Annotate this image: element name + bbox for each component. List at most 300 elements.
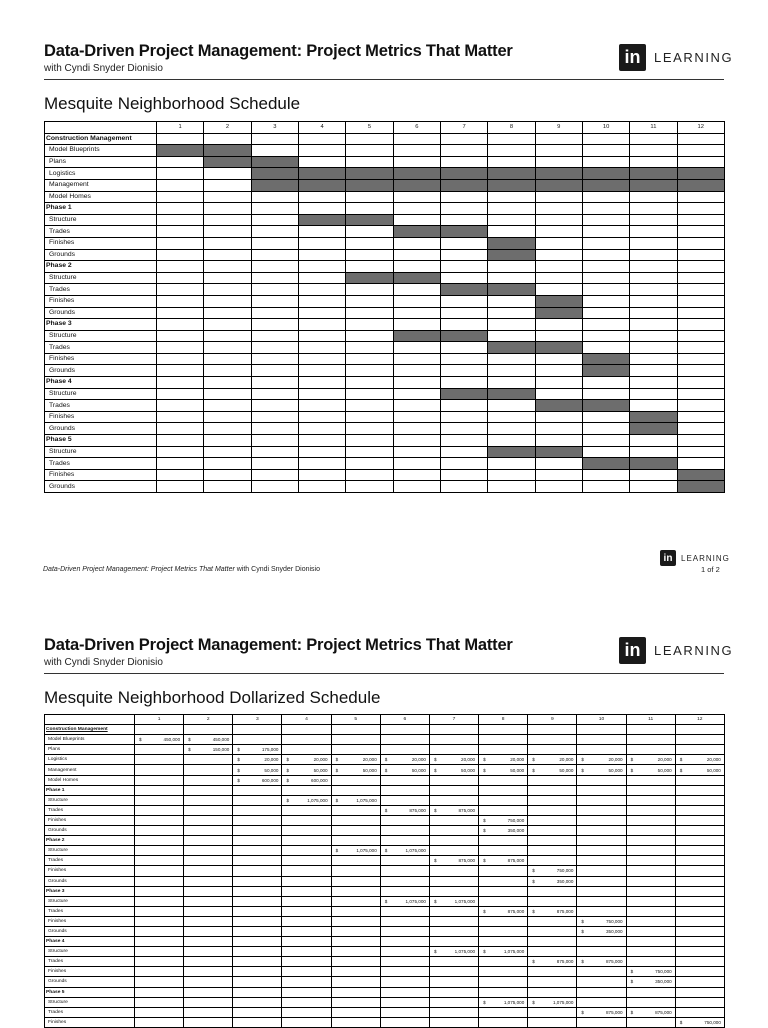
cost-row-phase-2-trades	[45, 856, 725, 866]
cost-cell	[380, 937, 429, 947]
cost-cell	[282, 957, 331, 967]
cost-amount-cell	[577, 765, 626, 775]
cost-cell	[577, 896, 626, 906]
cost-cell	[282, 926, 331, 936]
cost-cell	[626, 997, 675, 1007]
cost-cell	[282, 1007, 331, 1017]
cost-amount-cell	[331, 846, 380, 856]
cost-amount-cell	[577, 926, 626, 936]
currency-symbol: $	[433, 858, 437, 864]
task-label: Management	[45, 179, 157, 191]
amount-value: 175,000	[261, 747, 279, 753]
task-label: Grounds	[45, 307, 157, 319]
cost-cell	[331, 967, 380, 977]
section-label: Phase 1	[45, 203, 157, 215]
cost-amount-cell	[233, 755, 282, 765]
cost-amount-cell	[331, 755, 380, 765]
cost-cell	[577, 937, 626, 947]
currency-symbol: $	[630, 757, 634, 763]
cost-amount	[479, 826, 527, 835]
cost-cell	[577, 866, 626, 876]
cost-cell	[626, 735, 675, 745]
cost-cell	[528, 937, 577, 947]
amount-value: 50,000	[559, 767, 574, 773]
amount-value: 350,000	[556, 878, 574, 884]
cost-amount-cell	[282, 775, 331, 785]
cost-cell	[429, 926, 478, 936]
cost-row-phase-3-structure	[45, 896, 725, 906]
cost-cell	[233, 876, 282, 886]
cost-cell	[429, 735, 478, 745]
cost-cell	[479, 957, 528, 967]
cost-amount-cell	[380, 846, 429, 856]
cost-amount-cell	[528, 755, 577, 765]
cost-cell	[380, 795, 429, 805]
cost-cell	[282, 947, 331, 957]
cost-cell	[626, 815, 675, 825]
cost-amount	[528, 877, 576, 886]
cost-amount-cell	[626, 755, 675, 765]
task-label: Trades	[45, 957, 135, 967]
cost-cell	[479, 876, 528, 886]
cost-cell	[184, 795, 233, 805]
cost-cell	[429, 836, 478, 846]
cost-amount	[479, 907, 527, 916]
task-label: Grounds	[45, 926, 135, 936]
cost-cell	[626, 846, 675, 856]
cost-amount	[184, 735, 232, 744]
cost-cell	[528, 775, 577, 785]
cost-amount-cell	[577, 1007, 626, 1017]
cost-amount-cell	[282, 755, 331, 765]
currency-symbol: $	[532, 999, 535, 1005]
document-subtitle: with Cyndi Snyder Dionisio	[44, 63, 163, 74]
cost-amount	[577, 917, 625, 926]
cost-cell	[282, 836, 331, 846]
cost-cell	[675, 916, 724, 926]
task-label: Finishes	[45, 967, 135, 977]
task-label: Trades	[45, 226, 157, 238]
currency-symbol: $	[532, 878, 535, 884]
amount-value: 150,000	[212, 747, 230, 753]
task-label: Structure	[45, 272, 157, 284]
cost-cell	[135, 755, 184, 765]
currency-symbol: $	[581, 929, 584, 935]
cost-cell	[135, 745, 184, 755]
cost-cell	[528, 977, 577, 987]
cost-amount-cell	[233, 775, 282, 785]
cost-amount-cell	[675, 1017, 724, 1027]
task-label: Grounds	[45, 365, 157, 377]
cost-cell	[184, 937, 233, 947]
cost-amount	[479, 816, 527, 825]
cost-cell	[135, 1007, 184, 1017]
cost-cell	[577, 785, 626, 795]
cost-cell	[135, 906, 184, 916]
cost-cell	[331, 856, 380, 866]
cost-cell	[479, 987, 528, 997]
page-number: 1 of 2	[701, 565, 720, 574]
cost-cell	[429, 725, 478, 735]
cost-amount	[430, 766, 478, 775]
month-header-8: 8	[479, 715, 528, 725]
cost-cell	[626, 775, 675, 785]
cost-cell	[233, 785, 282, 795]
footer-author: with Cyndi Snyder Dionisio	[234, 566, 320, 573]
cost-cell	[380, 775, 429, 785]
cost-cell	[184, 815, 233, 825]
cost-cell	[528, 926, 577, 936]
cost-row-phase-3-grounds	[45, 926, 725, 936]
cost-cell	[380, 836, 429, 846]
cost-cell	[577, 876, 626, 886]
cost-cell	[429, 775, 478, 785]
cost-cell	[479, 805, 528, 815]
task-label: Finishes	[45, 353, 157, 365]
cost-amount-cell	[380, 755, 429, 765]
cost-cell	[331, 826, 380, 836]
currency-symbol: $	[384, 767, 388, 773]
cost-cell	[135, 785, 184, 795]
cost-cell	[135, 856, 184, 866]
cost-cell	[528, 826, 577, 836]
cost-row-phase-1-grounds	[45, 826, 725, 836]
cost-amount-cell	[184, 735, 233, 745]
cost-amount	[479, 947, 527, 956]
cost-cell	[675, 735, 724, 745]
cost-amount-cell	[626, 977, 675, 987]
amount-value: 875,000	[556, 908, 574, 914]
cost-cell	[429, 795, 478, 805]
cost-cell	[282, 886, 331, 896]
currency-symbol: $	[384, 898, 388, 904]
cost-row-phase-4-finishes	[45, 967, 725, 977]
cost-amount-cell	[429, 947, 478, 957]
cost-cell	[135, 997, 184, 1007]
currency-symbol: $	[630, 767, 634, 773]
cost-cell	[577, 977, 626, 987]
cost-cell	[479, 886, 528, 896]
cost-cell	[233, 937, 282, 947]
task-label: Structure	[45, 388, 157, 400]
cost-amount	[528, 957, 576, 966]
cost-row-construction-management-logistics	[45, 755, 725, 765]
currency-symbol: $	[581, 959, 584, 965]
amount-value: 20,000	[657, 757, 672, 763]
cost-cell	[135, 765, 184, 775]
cost-amount-cell	[528, 866, 577, 876]
task-label: Trades	[45, 284, 157, 296]
cost-cell	[233, 916, 282, 926]
cost-cell	[233, 1017, 282, 1027]
cost-amount	[332, 755, 380, 764]
cost-cell	[184, 876, 233, 886]
currency-symbol: $	[335, 797, 339, 803]
cost-cell	[331, 1007, 380, 1017]
column-header-row-2	[45, 715, 725, 725]
cost-cell	[233, 815, 282, 825]
cost-cell	[184, 725, 233, 735]
task-label: Trades	[45, 1007, 135, 1017]
month-header-12: 12	[677, 122, 724, 134]
cost-cell	[675, 876, 724, 886]
cost-amount-cell	[626, 967, 675, 977]
cost-cell	[626, 745, 675, 755]
cost-cell	[184, 836, 233, 846]
currency-symbol: $	[679, 1019, 683, 1025]
cost-cell	[675, 947, 724, 957]
amount-value: 50,000	[657, 767, 672, 773]
cost-amount-cell	[429, 765, 478, 775]
cost-cell	[626, 785, 675, 795]
task-label: Model Homes	[45, 775, 135, 785]
cost-cell	[233, 805, 282, 815]
linkedin-in-icon-2: in	[619, 637, 646, 664]
cost-amount-cell	[429, 805, 478, 815]
cost-cell	[135, 926, 184, 936]
amount-value: 1,075,000	[356, 797, 377, 803]
amount-value: 50,000	[264, 767, 279, 773]
cost-cell	[528, 836, 577, 846]
cost-cell	[331, 805, 380, 815]
document-title-2: Data-Driven Project Management: Project Metrics That Matter	[44, 636, 513, 654]
task-label: Trades	[45, 400, 157, 412]
cost-row-construction-management-model-homes	[45, 775, 725, 785]
task-label: Model Homes	[45, 191, 157, 203]
currency-symbol: $	[433, 767, 437, 773]
amount-value: 50,000	[411, 767, 426, 773]
cost-cell	[626, 886, 675, 896]
cost-cell	[528, 947, 577, 957]
amount-value: 875,000	[556, 959, 574, 965]
cost-cell	[479, 866, 528, 876]
cost-amount	[233, 745, 281, 754]
amount-value: 875,000	[655, 1009, 672, 1015]
cost-cell	[577, 947, 626, 957]
cost-amount	[381, 846, 429, 855]
month-header-3: 3	[251, 122, 298, 134]
cost-cell	[331, 896, 380, 906]
currency-symbol: $	[335, 848, 339, 854]
footer-logo-wordmark: LEARNING	[681, 553, 730, 563]
cost-cell	[331, 735, 380, 745]
cost-cell	[282, 876, 331, 886]
cost-amount-cell	[528, 765, 577, 775]
cost-cell	[528, 805, 577, 815]
cost-cell	[135, 866, 184, 876]
currency-symbol: $	[532, 908, 535, 914]
cost-cell	[626, 926, 675, 936]
cost-amount	[233, 755, 281, 764]
cost-amount	[676, 1018, 724, 1027]
section-label: Phase 4	[45, 377, 157, 389]
month-header-6: 6	[380, 715, 429, 725]
section-label: Phase 1	[45, 785, 135, 795]
cost-cell	[135, 876, 184, 886]
cost-cell	[184, 826, 233, 836]
cost-amount	[381, 755, 429, 764]
cost-amount	[381, 897, 429, 906]
cost-cell	[577, 886, 626, 896]
month-header-8: 8	[488, 122, 535, 134]
task-label: Plans	[45, 745, 135, 755]
month-header-2: 2	[204, 122, 251, 134]
cost-amount	[528, 755, 576, 764]
cost-cell	[184, 926, 233, 936]
amount-value: 875,000	[409, 807, 426, 813]
cost-amount-cell	[577, 957, 626, 967]
cost-cell	[675, 826, 724, 836]
cost-cell	[331, 725, 380, 735]
cost-cell	[675, 775, 724, 785]
cost-cell	[577, 836, 626, 846]
task-label: Finishes	[45, 815, 135, 825]
cost-cell	[577, 967, 626, 977]
cost-cell	[282, 805, 331, 815]
cost-amount	[528, 907, 576, 916]
cost-cell	[429, 987, 478, 997]
cost-cell	[626, 836, 675, 846]
amount-value: 1,075,000	[503, 949, 525, 955]
currency-symbol: $	[630, 1009, 634, 1015]
cost-cell	[380, 987, 429, 997]
cost-cell	[675, 977, 724, 987]
cost-amount	[528, 766, 576, 775]
cost-cell	[233, 866, 282, 876]
currency-symbol: $	[679, 767, 683, 773]
cost-cell	[675, 856, 724, 866]
cost-amount-cell	[479, 947, 528, 957]
cost-cell	[675, 745, 724, 755]
currency-symbol: $	[532, 959, 535, 965]
cost-cell	[429, 937, 478, 947]
cost-cell	[135, 957, 184, 967]
cost-cell	[626, 896, 675, 906]
cost-cell	[380, 1007, 429, 1017]
cost-cell	[282, 846, 331, 856]
cost-cell	[282, 815, 331, 825]
month-header-7: 7	[440, 122, 487, 134]
month-header-1: 1	[135, 715, 184, 725]
cost-amount	[479, 766, 527, 775]
cost-amount-cell	[135, 735, 184, 745]
cost-cell	[380, 856, 429, 866]
cost-cell	[331, 987, 380, 997]
cost-cell	[528, 896, 577, 906]
cost-cell	[331, 836, 380, 846]
amount-value: 20,000	[362, 757, 377, 763]
cost-cell	[331, 977, 380, 987]
cost-amount	[528, 998, 576, 1007]
cost-cell	[380, 1017, 429, 1027]
cost-cell	[282, 896, 331, 906]
cost-cell	[184, 906, 233, 916]
amount-value: 450,000	[212, 737, 230, 743]
amount-value: 1,075,000	[454, 949, 476, 955]
cost-amount	[282, 796, 330, 805]
section-label: Construction Management	[45, 725, 135, 735]
cost-cell	[282, 997, 331, 1007]
cost-cell	[577, 805, 626, 815]
cost-cell	[135, 815, 184, 825]
cost-cell	[626, 947, 675, 957]
section-label: Phase 3	[45, 319, 157, 331]
cost-row-phase-4	[45, 937, 725, 947]
cost-cell	[135, 826, 184, 836]
cost-cell	[675, 967, 724, 977]
cost-cell	[429, 957, 478, 967]
cost-cell	[233, 896, 282, 906]
amount-value: 50,000	[706, 767, 721, 773]
cost-row-phase-1-structure	[45, 795, 725, 805]
amount-value: 350,000	[605, 929, 623, 935]
currency-symbol: $	[384, 757, 388, 763]
cost-cell	[331, 947, 380, 957]
cost-cell	[184, 755, 233, 765]
cost-cell	[331, 775, 380, 785]
month-header-9: 9	[535, 122, 582, 134]
cost-cell	[233, 1007, 282, 1017]
cost-cell	[380, 906, 429, 916]
cost-amount-cell	[626, 1007, 675, 1017]
cost-cell	[479, 1007, 528, 1017]
cost-amount-cell	[479, 765, 528, 775]
cost-cell	[184, 785, 233, 795]
month-header-10: 10	[582, 122, 629, 134]
cost-cell	[135, 725, 184, 735]
cost-cell	[528, 967, 577, 977]
cost-row-construction-management-model-blueprints	[45, 735, 725, 745]
cost-cell	[380, 725, 429, 735]
section-label: Phase 4	[45, 937, 135, 947]
cost-cell	[626, 856, 675, 866]
cost-cell	[233, 846, 282, 856]
cost-cell	[282, 826, 331, 836]
cost-cell	[184, 886, 233, 896]
cost-cell	[429, 1017, 478, 1027]
cost-cell	[626, 916, 675, 926]
currency-symbol: $	[286, 757, 290, 763]
cost-cell	[380, 967, 429, 977]
cost-cell	[675, 987, 724, 997]
cost-amount-cell	[479, 856, 528, 866]
cost-amount	[577, 766, 625, 775]
amount-value: 600,000	[261, 777, 279, 783]
cost-cell	[675, 906, 724, 916]
cost-cell	[282, 725, 331, 735]
cost-cell	[528, 916, 577, 926]
cost-row-construction-management	[45, 725, 725, 735]
amount-value: 50,000	[510, 767, 525, 773]
amount-value: 350,000	[507, 828, 525, 834]
cost-amount-cell	[528, 957, 577, 967]
task-label: Model Blueprints	[45, 145, 157, 157]
task-label: Structure	[45, 896, 135, 906]
cost-cell	[479, 926, 528, 936]
cost-cell	[626, 1017, 675, 1027]
cost-cell	[429, 846, 478, 856]
cost-amount-cell	[479, 906, 528, 916]
amount-value: 750,000	[556, 868, 574, 874]
amount-value: 20,000	[313, 757, 328, 763]
cost-cell	[282, 977, 331, 987]
task-label: Finishes	[45, 916, 135, 926]
linkedin-learning-logo-2	[619, 637, 733, 664]
cost-amount-cell	[380, 896, 429, 906]
cost-amount-cell	[380, 805, 429, 815]
month-header-11: 11	[630, 122, 677, 134]
cost-cell	[479, 745, 528, 755]
